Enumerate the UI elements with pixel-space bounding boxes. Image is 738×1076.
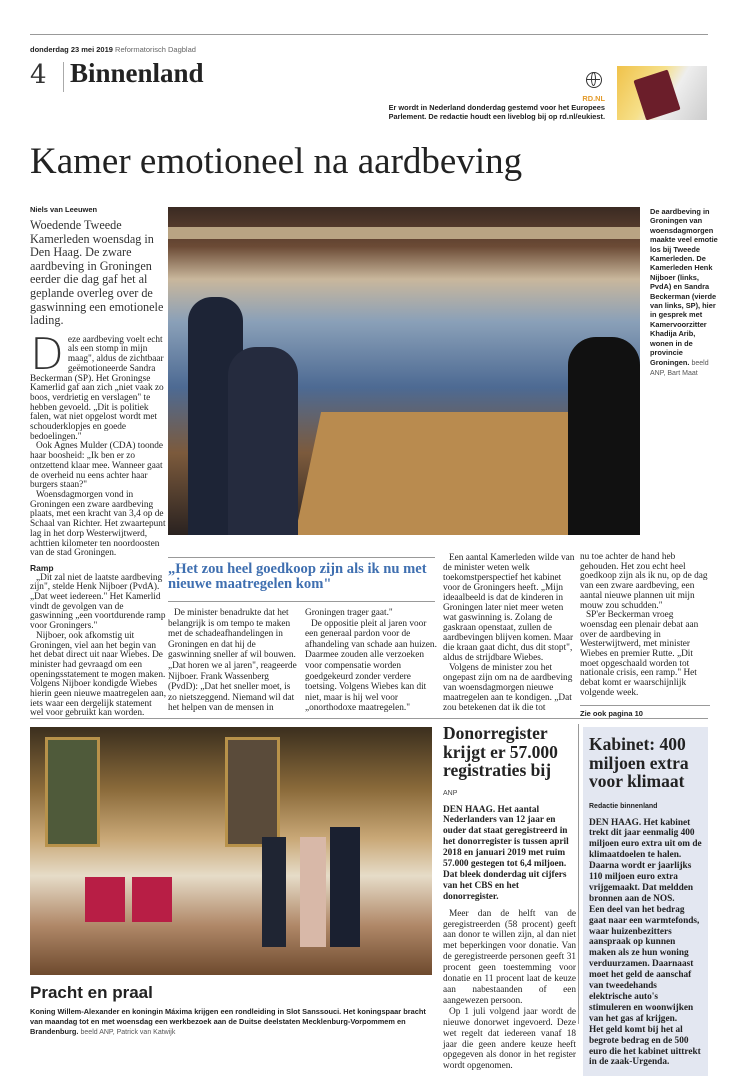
column-divider [578,724,579,1024]
photo-credit: beeld ANP, Bart Maat [650,359,709,377]
subhead: Ramp [30,562,54,573]
teaser-text: Er wordt in Nederland donderdag gestemd voor het Europees Parlement. De redactie houdt een liveblog bij op rd.nl/eukiest. [388,103,605,121]
donor-text: Meer dan de helft van de geregistreerden (58 procent) geeft aan donor te willen zijn, al dan niet met beperkingen voor donatie. Van de geregistreerde personen geeft 31 procent geen toestemming voor donatie en 11 procent laat de keuze aan nabestaanden of een aangewezen persoon. Op 1 juli volgend jaar wordt de nieuwe donorwet ingevoerd. Deze wet regelt dat iedereen vanaf 18 jaar die geen andere keuze heeft opgegeven als donor in het register wordt opgenomen. [443,908,576,1072]
main-headline: Kamer emotioneel na aardbeving [30,141,523,182]
kabinet-box [583,727,708,1076]
donor-article [443,724,576,1072]
dateline: donderdag 23 mei 2019 Reformatorisch Dagblad [30,45,196,54]
article-col-5: nu toe achter de hand heb gehouden. Het zou echt heel goedkoop zijn als ik nu, op de dag van een zware aardbeving, een aantal nieuwe plannen uit mijn mouw zou schudden." SP'er Beckerman vroeg woensdag een plenair debat aan over de aardbeving in Westerwijtwerd, met minister Wiebes en premier Rutte. „Dit moet opgeschaald worden tot nationale crisis, een ramp." Het debat komt er waarschijnlijk volgende week. Zie ook pagina 10 [580,553,710,718]
photo-caption: De aardbeving in Groningen van woensdagmorgen maakte veel emotie los bij Tweede Kamerleden. De Kamerleden Henk Nijboer (links, PvdA) en Sandra Beckerman (vierde van links, SP), hier in gesprek met Kamervoorzitter Khadija Arib, wonen in de provincie Groningen. beeld ANP, Bart Maat [650,207,718,377]
donor-headline: Donorregister krijgt er 57.000 registraties bij [443,723,558,780]
donor-byline: ANP [443,789,458,797]
top-rule [30,34,708,35]
passport-photo [617,66,707,120]
sanssouci-photo [30,727,432,975]
parliament-photo [168,207,640,535]
intro: Woedende Tweede Kamerleden woensdag in Den Haag. De zware aardbeving in Groningen eerder die dag gaf het al geplande overleg over de gaswinning een emotionele lading. [30,218,164,328]
kabinet-text: DEN HAAG. Het kabinet trekt dit jaar eenmalig 400 miljoen euro extra uit om de klimaatdoelen te halen. Daarna wordt er jaarlijks 110 miljoen euro extra vrijgemaakt. Dat meldden bronnen aan de NOS. Een deel van het bedrag gaat naar een warmtefonds, waar huizenbezitters aanspraak op kunnen maken als ze hun woning verduurzamen. Daarnaast moet het geld de aanschaf van tweedehands elektrische auto's stimuleren en woonwijken van het gas af krijgen. Het geld komt bij het al begrote bedrag en de 500 euro die het kabinet uittrekt in de zaak-Urgenda. [589,817,702,1068]
royal-credit: beeld ANP, Patrick van Katwijk [80,1029,176,1036]
divider [63,62,64,92]
dropcap: D [30,328,64,380]
pull-quote: „Het zou heel goedkoop zijn als ik nu met nieuwe maatregelen kom" [168,561,427,592]
pullquote-rule-bottom [168,601,435,602]
pullquote-rule-top [168,557,435,558]
teaser-label: RD.NL [582,94,605,103]
page-number: 4 [30,60,47,90]
section-rule [30,718,708,719]
kabinet-headline: Kabinet: 400 miljoen extra voor klimaat [589,734,689,791]
article-col-3: Groningen trager gaat." De oppositie pleit al jaren voor een generaal pardon voor de afhandeling van schade aan huizen. Daarmee zouden alle verzoeken voor compensatie worden goedgekeurd zonder verdere toetsing. Volgens Wiebes kan dit niet, maar is hij wel voor „onorthodoxe maatregelen." [305,608,437,714]
donor-lead: DEN HAAG. Het aantal Nederlanders van 12 jaar en ouder dat staat geregistreerd in het donorregister is tussen april 2018 en januari 2019 met ruim 57.000 gestegen tot 6,4 miljoen. Dat bleek donderdag uit cijfers van het CBS en het donorregister. [443,804,569,902]
royal-caption: Koning Willem-Alexander en koningin Máxima krijgen een rondleiding in Slot Sanssouci. Het koningspaar bracht van maandag tot en met woensdag een werkbezoek aan de Duitse deelstaten Mecklenburg-Vorpommem en Brandenburg. beeld ANP, Patrick van Katwijk [30,1007,426,1036]
globe-icon [586,72,602,88]
royal-headline: Pracht en praal [30,983,153,1002]
article-col-1 [30,205,167,719]
article-col-4: Een aantal Kamerleden wilde van de minister weten welk toekomstperspectief het kabinet voor de Groningers heeft. „Mijn ideaalbeeld is dat de kinderen in Groningen later niet meer weten wat gaswinning is. Zolang de gaskraan openstaat, zullen de aardbevingen blijven komen. Maar die kraan gaat dicht, dus dit stopt", aldus de strijdbare Wiebes. Volgens de minister zou het ongepast zijn om na de aardbeving van woensdagmorgen nieuwe maatregelen aan te kondigen. „Dat zou betekenen dat ik die tot [443,553,575,713]
article-col-2: De minister benadrukte dat het belangrijk is om tempo te maken met de schadeafhandelingen in Groningen en dat hij de gaswinning sneller af wil bouwen. „Dat horen we al jaren", reageerde Nijboer. Frank Wassenberg (PvdD): „Dat het sneller moet, is zo nietszeggend. Niemand wil dat het helpen van de mensen in [168,608,297,714]
section-title: Binnenland [70,58,204,88]
byline: Niels van Leeuwen [30,205,98,214]
teaser[interactable] [360,94,605,121]
col1-text: D eze aardbeving voelt echt als een stomp in mijn maag", aldus de zichtbaar geëmotioneerde Sandra Beckerman (SP). Het Groningse Kamerlid gaf aan zich „niet vaak zo boos, verdrietig en verslagen" te hebben gevoeld. „Dit is politiek falen, wat niet opgelost wordt met schouderklopjes en goede bedoelingen." Ook Agnes Mulder (CDA) toonde haar boosheid: „Ik ben er zo ontzettend klaar mee. Wanneer gaat de overheid nu eens achter haar burgers staan?" Woensdagmorgen vond in Groningen een zware aardbeving plaats, met een kracht van 3,4 op de Schaal van Richter. Het zwaartepunt lag in het dorp Westerwijtwerd, achttien kilometer ten noordoosten van de stad Groningen. Ramp „Dit zal niet de laatste aardbeving zijn", stelde Henk Nijboer (PvdA). „Dat weet iedereen." Het Kamerlid vindt de gevolgen van de gaswinning „een voortdurende ramp voor Groningers." Nijboer, ook afkomstig uit Groningen, viel aan het begin van het debat direct uit naar Wiebes. De minister had gevraagd om een openingsstatement te mogen maken. Volgens Nijboer kondigde Wiebes hierin geen nieuwe maatregelen aan, iets waar een dergelijk statement wel voor gebruikt kan worden. [30,328,167,719]
kabinet-byline: Redactie binnenland [589,802,658,810]
see-also-link[interactable]: Zie ook pagina 10 [580,708,643,718]
